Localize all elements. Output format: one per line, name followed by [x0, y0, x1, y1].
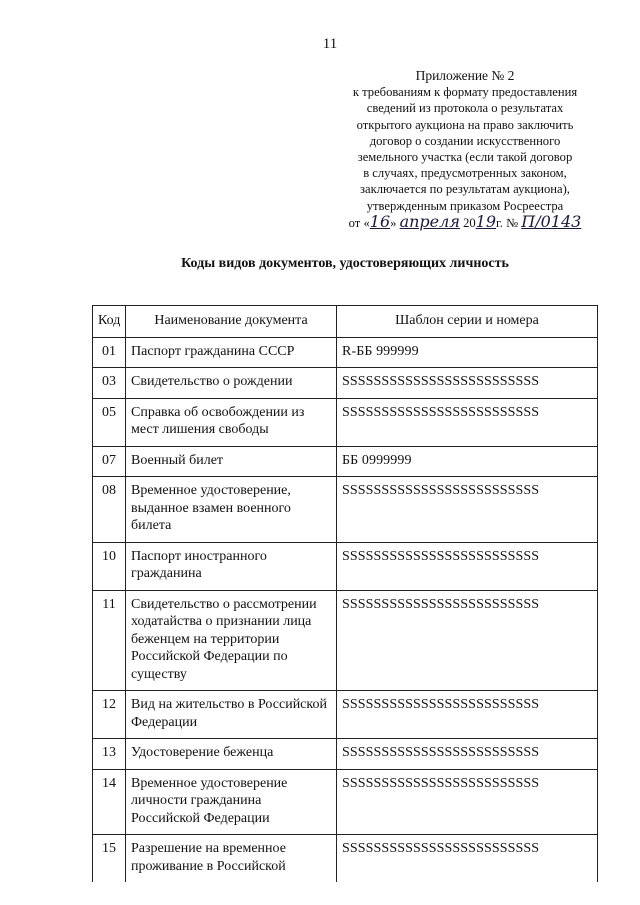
appendix-line: в случаях, предусмотренных законом, [363, 166, 567, 181]
row-template: SSSSSSSSSSSSSSSSSSSSSSSSS [337, 398, 598, 446]
row-code: 01 [93, 337, 126, 368]
row-template: SSSSSSSSSSSSSSSSSSSSSSSSS [337, 542, 598, 590]
table-row [93, 835, 598, 883]
order-year-prefix: 20 [459, 215, 476, 230]
table-row [93, 398, 598, 446]
row-code: 12 [93, 691, 126, 739]
row-template: SSSSSSSSSSSSSSSSSSSSSSSSS [337, 835, 598, 883]
header-name: Наименование документа [126, 306, 337, 338]
order-mid: » [390, 215, 400, 230]
appendix-line: заключается по результатам аукциона), [360, 182, 570, 197]
row-document-name: Свидетельство о рассмотрении ходатайства о признании лица беженцем на территории Российской Федерации по существу [126, 590, 337, 691]
table-row [93, 542, 598, 590]
appendix-line: открытого аукциона на право заключить [356, 117, 574, 132]
row-template: ББ 0999999 [337, 446, 598, 477]
row-template: SSSSSSSSSSSSSSSSSSSSSSSSS [337, 691, 598, 739]
row-document-name: Разрешение на временное проживание в Российской [126, 835, 337, 883]
order-year-handwritten: 19 [475, 211, 497, 231]
codes-table [92, 305, 598, 882]
row-code: 14 [93, 769, 126, 835]
row-template: R-ББ 999999 [337, 337, 598, 368]
order-prefix: от « [348, 215, 370, 230]
table-row [93, 368, 598, 399]
table-row [93, 739, 598, 770]
appendix-line: договор о создании искусственного [369, 133, 561, 148]
appendix-line: утвержденным приказом Росреестра [366, 198, 564, 213]
row-document-name: Временное удостоверение личности гражданина Российской Федерации [126, 769, 337, 835]
table-row [93, 446, 598, 477]
row-document-name: Военный билет [126, 446, 337, 477]
order-line [340, 211, 590, 231]
row-template: SSSSSSSSSSSSSSSSSSSSSSSSS [337, 739, 598, 770]
table-row [93, 337, 598, 368]
row-document-name: Справка об освобождении из мест лишения свободы [126, 398, 337, 446]
row-document-name: Паспорт иностранного гражданина [126, 542, 337, 590]
row-code: 07 [93, 446, 126, 477]
order-number-label: г. № [496, 215, 522, 230]
appendix-line: сведений из протокола о результатах [366, 101, 564, 116]
row-code: 03 [93, 368, 126, 399]
row-code: 11 [93, 590, 126, 691]
row-code: 10 [93, 542, 126, 590]
table-row [93, 477, 598, 543]
order-month-handwritten: апреля [399, 211, 460, 231]
row-code: 15 [93, 835, 126, 883]
appendix-title: Приложение № 2 [415, 68, 515, 83]
row-template: SSSSSSSSSSSSSSSSSSSSSSSSS [337, 590, 598, 691]
appendix-line: к требованиям к формату предоставления [352, 85, 578, 100]
order-number-handwritten: П/0143 [521, 211, 582, 231]
header-code: Код [93, 306, 126, 338]
page-number: 11 [322, 36, 338, 52]
table-row [93, 769, 598, 835]
row-document-name: Удостоверение беженца [126, 739, 337, 770]
table-header-row [93, 306, 598, 338]
row-code: 13 [93, 739, 126, 770]
row-template: SSSSSSSSSSSSSSSSSSSSSSSSS [337, 368, 598, 399]
row-document-name: Свидетельство о рождении [126, 368, 337, 399]
row-template: SSSSSSSSSSSSSSSSSSSSSSSSS [337, 769, 598, 835]
appendix-header [340, 68, 590, 231]
appendix-line: земельного участка (если такой договор [357, 150, 573, 165]
order-day-handwritten: 16 [369, 211, 391, 231]
row-code: 08 [93, 477, 126, 543]
table-row [93, 590, 598, 691]
row-template: SSSSSSSSSSSSSSSSSSSSSSSSS [337, 477, 598, 543]
row-code: 05 [93, 398, 126, 446]
document-title: Коды видов документов, удостоверяющих личность [181, 256, 509, 271]
table-row [93, 691, 598, 739]
row-document-name: Вид на жительство в Российской Федерации [126, 691, 337, 739]
header-template: Шаблон серии и номера [337, 306, 598, 338]
row-document-name: Временное удостоверение, выданное взамен военного билета [126, 477, 337, 543]
row-document-name: Паспорт гражданина СССР [126, 337, 337, 368]
